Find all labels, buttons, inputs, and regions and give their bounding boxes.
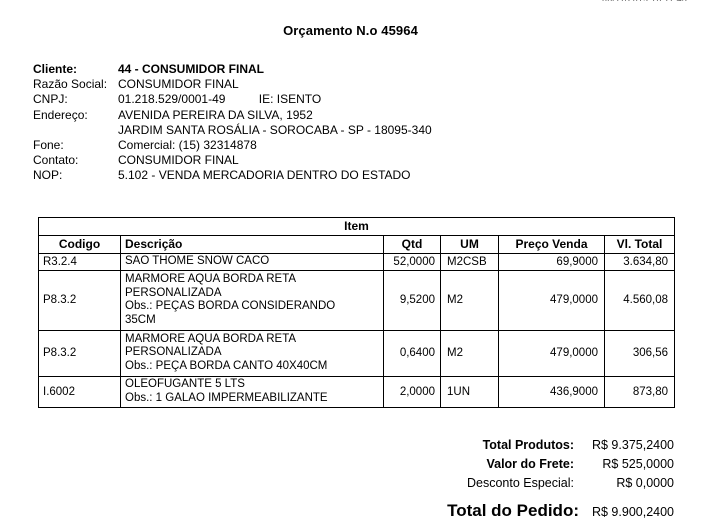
items-table-group-header-row — [39, 218, 675, 236]
total-pedido-value: R$ 9.900,2400 — [591, 505, 674, 519]
descricao-line: MARMORE AQUA BORDA RETA — [125, 273, 297, 285]
customer-value-razao-social: CONSUMIDOR FINAL — [118, 77, 239, 92]
customer-label-razao-social: Razão Social: — [33, 77, 108, 92]
customer-label-contato: Contato: — [33, 153, 79, 168]
descricao-line: PERSONALIZADA — [125, 286, 222, 299]
customer-row-endereco-line2 — [33, 123, 673, 138]
cell-um: M2 — [441, 270, 499, 330]
customer-value-cnpj — [118, 92, 321, 107]
cell-codigo: R3.2.4 — [39, 254, 121, 271]
column-header-codigo: Codigo — [39, 236, 121, 254]
total-produtos-label: Total Produtos: — [482, 438, 574, 452]
valor-frete-row — [374, 457, 674, 476]
desconto-especial-value: R$ 0,0000 — [616, 476, 674, 490]
customer-value-nop: 5.102 - VENDA MERCADORIA DENTRO DO ESTADO — [118, 168, 411, 183]
cell-codigo: I.6002 — [39, 376, 121, 407]
descricao-line: SAO THOME SNOW CACO — [125, 255, 270, 267]
descricao-line: Obs.: PEÇAS BORDA CONSIDERANDO — [125, 300, 336, 312]
cell-um: 1UN — [441, 376, 499, 407]
cell-preco-venda: 479,0000 — [499, 270, 605, 330]
customer-label-fone: Fone: — [33, 137, 64, 152]
cell-vl-total: 3.634,80 — [605, 254, 675, 271]
column-header-descricao: Descrição — [121, 236, 384, 254]
items-table-group-header: Item — [39, 218, 675, 236]
cell-vl-total: 4.560,08 — [605, 270, 675, 330]
customer-row-cnpj — [33, 92, 673, 107]
cell-preco-venda: 69,9000 — [499, 254, 605, 271]
customer-label-cnpj: CNPJ: — [33, 92, 68, 107]
customer-row-contato — [33, 153, 673, 168]
customer-label-endereco: Endereço: — [33, 107, 88, 122]
cell-qtd: 0,6400 — [384, 330, 441, 376]
descricao-line: OLEOFUGANTE 5 LTS — [125, 378, 245, 390]
clipped-header-fragment — [602, 0, 687, 1]
cell-codigo: P8.3.2 — [39, 330, 121, 376]
total-produtos-row — [374, 438, 674, 457]
cell-qtd: 52,0000 — [384, 254, 441, 271]
cell-preco-venda: 479,0000 — [499, 330, 605, 376]
column-header-vl-total: Vl. Total — [605, 236, 675, 254]
table-row — [39, 330, 675, 376]
table-row — [39, 254, 675, 271]
items-table — [38, 217, 675, 408]
cell-descricao — [121, 254, 384, 271]
column-header-qtd: Qtd — [384, 236, 441, 254]
cell-qtd: 2,0000 — [384, 376, 441, 407]
column-header-um: UM — [441, 236, 499, 254]
ie-label: IE: — [258, 92, 274, 107]
desconto-especial-label: Desconto Especial: — [466, 476, 574, 490]
customer-value-endereco: AVENIDA PEREIRA DA SILVA, 1952 — [118, 107, 313, 122]
descricao-line: MARMORE AQUA BORDA RETA — [125, 332, 297, 345]
descricao-line: Obs.: 1 GALAO IMPERMEABILIZANTE — [125, 391, 328, 404]
cell-codigo: P8.3.2 — [39, 270, 121, 330]
total-pedido-label: Total do Pedido: — [447, 501, 579, 520]
customer-row-endereco — [33, 108, 673, 123]
column-header-preco-venda: Preço Venda — [499, 236, 605, 254]
cell-descricao — [121, 376, 384, 407]
customer-info-block — [33, 62, 673, 184]
table-row — [39, 270, 675, 330]
cnpj-number: 01.218.529/0001-49 — [118, 92, 226, 107]
cell-um: M2 — [441, 330, 499, 376]
descricao-line: 35CM — [125, 313, 156, 326]
page-title: Orçamento N.o 45964 — [283, 23, 418, 38]
table-row — [39, 376, 675, 407]
valor-frete-value: R$ 525,0000 — [602, 457, 674, 471]
cell-vl-total: 306,56 — [605, 330, 675, 376]
customer-row-nop — [33, 168, 673, 183]
customer-row-razao-social — [33, 77, 673, 92]
cell-qtd: 9,5200 — [384, 270, 441, 330]
total-pedido-row — [374, 501, 674, 525]
desconto-especial-row — [374, 476, 674, 495]
items-table-header-row — [39, 236, 675, 254]
cell-preco-venda: 436,9000 — [499, 376, 605, 407]
customer-label-cliente: Cliente: — [33, 62, 78, 76]
descricao-line: Obs.: PEÇA BORDA CANTO 40X40CM — [125, 359, 328, 372]
customer-value-endereco-line2: JARDIM SANTA ROSÁLIA - SOROCABA - SP - 18095-340 — [118, 122, 432, 137]
descricao-line: PERSONALIZADA — [125, 346, 222, 359]
cell-vl-total: 873,80 — [605, 376, 675, 407]
cell-descricao — [121, 270, 384, 330]
totals-block — [374, 438, 674, 525]
total-produtos-value: R$ 9.375,2400 — [591, 438, 674, 452]
customer-row-cliente — [33, 62, 673, 77]
customer-value-fone: Comercial: (15) 32314878 — [118, 137, 257, 152]
ie-value: ISENTO — [276, 92, 322, 107]
customer-label-nop: NOP: — [33, 168, 63, 183]
customer-value-cliente: 44 - CONSUMIDOR FINAL — [118, 62, 265, 76]
customer-value-contato: CONSUMIDOR FINAL — [118, 153, 239, 168]
cell-um: M2CSB — [441, 254, 499, 271]
cell-descricao — [121, 330, 384, 376]
customer-row-fone — [33, 138, 673, 153]
valor-frete-label: Valor do Frete: — [486, 457, 574, 471]
